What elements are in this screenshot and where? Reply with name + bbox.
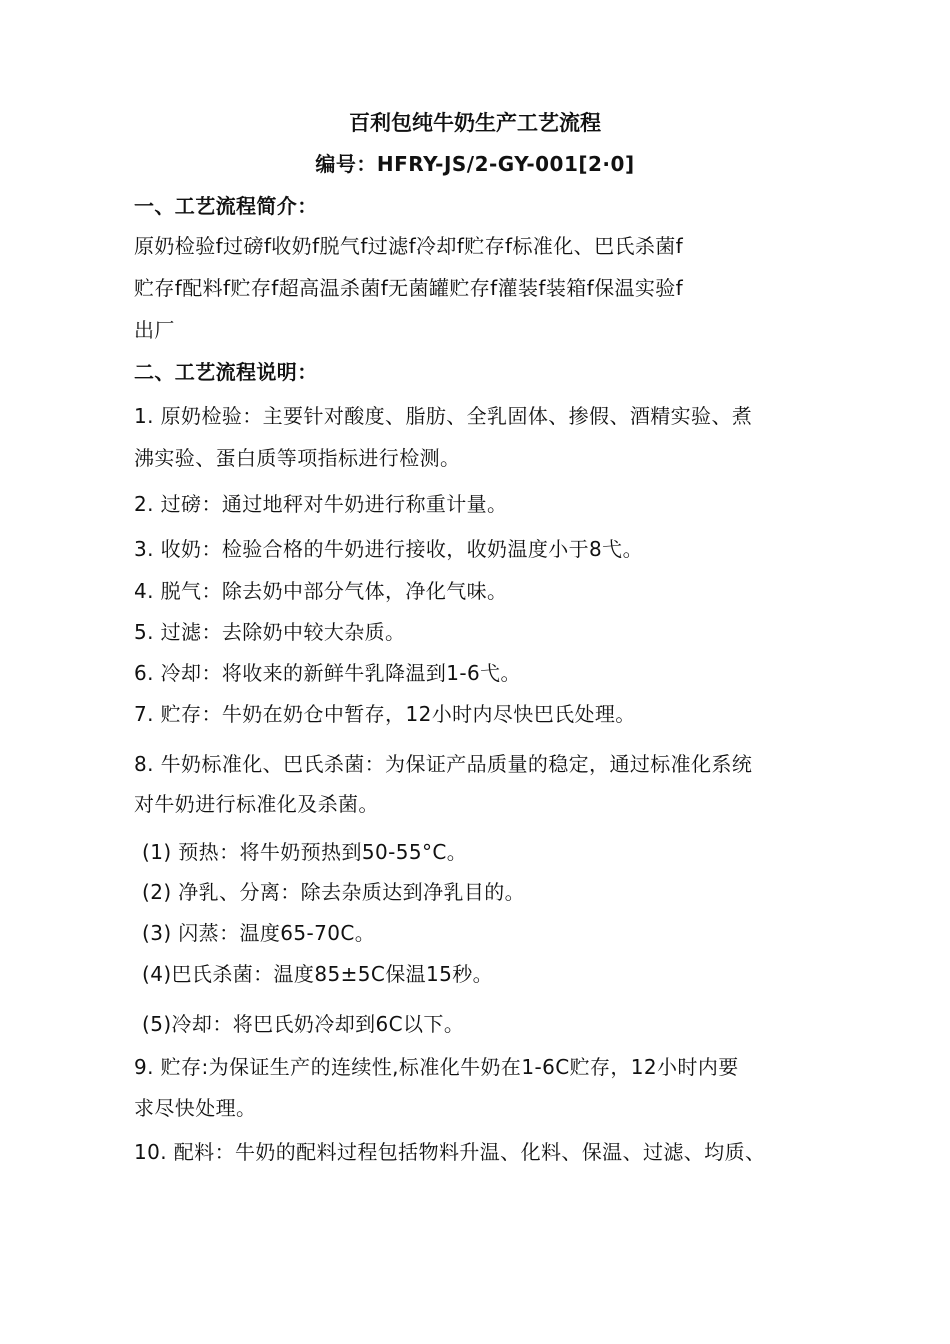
step-line: 6. 冷却：将收来的新鲜牛乳降温到1-6弋。 bbox=[134, 661, 521, 685]
step-line: 沸实验、蛋白质等项指标进行检测。 bbox=[134, 446, 461, 470]
step-line: 7. 贮存：牛奶在奶仓中暂存，12小时内尽快巴氏处理。 bbox=[134, 702, 636, 726]
substep-line: (5)冷却：将巴氏奶冷却到6C以下。 bbox=[142, 1012, 465, 1036]
step-line: 对牛奶进行标准化及杀菌。 bbox=[134, 792, 379, 816]
substep-line: (1) 预热：将牛奶预热到50-55°C。 bbox=[142, 840, 468, 864]
process-summary-line: 原奶检验f过磅f收奶f脱气f过滤f冷却f贮存f标准化、巴氏杀菌f bbox=[134, 234, 684, 258]
step-line: 4. 脱气：除去奶中部分气体，净化气味。 bbox=[134, 579, 508, 603]
step-line: 求尽快处理。 bbox=[134, 1096, 257, 1120]
step-line: 9. 贮存:为保证生产的连续性,标准化牛奶在1-6C贮存，12小时内要 bbox=[134, 1055, 739, 1079]
step-line: 10. 配料：牛奶的配料过程包括物料升温、化料、保温、过滤、均质、 bbox=[134, 1140, 766, 1164]
substep-line: (4)巴氏杀菌：温度85±5C保温15秒。 bbox=[142, 962, 494, 986]
step-line: 8. 牛奶标准化、巴氏杀菌：为保证产品质量的稳定，通过标准化系统 bbox=[134, 752, 753, 776]
step-line: 3. 收奶：检验合格的牛奶进行接收，收奶温度小于8弋。 bbox=[134, 537, 643, 561]
step-line: 5. 过滤：去除奶中较大杂质。 bbox=[134, 620, 406, 644]
substep-line: (2) 净乳、分离：除去杂质达到净乳目的。 bbox=[142, 880, 526, 904]
process-summary-line: 贮存f配料f贮存f超高温杀菌f无菌罐贮存f灌装f装箱f保温实验f bbox=[134, 276, 684, 300]
section2-heading: 二、工艺流程说明： bbox=[134, 360, 318, 384]
step-line: 2. 过磅：通过地秤对牛奶进行称重计量。 bbox=[134, 492, 508, 516]
section1-heading: 一、工艺流程简介： bbox=[134, 194, 318, 218]
document-code: 编号：HFRY-JS/2-GY-001[2·0] bbox=[315, 152, 635, 176]
document-title: 百利包纯牛奶生产工艺流程 bbox=[349, 111, 601, 135]
process-summary-line: 出厂 bbox=[134, 318, 175, 342]
step-line: 1. 原奶检验：主要针对酸度、脂肪、全乳固体、掺假、酒精实验、煮 bbox=[134, 404, 753, 428]
substep-line: (3) 闪蒸：温度65-70C。 bbox=[142, 921, 376, 945]
